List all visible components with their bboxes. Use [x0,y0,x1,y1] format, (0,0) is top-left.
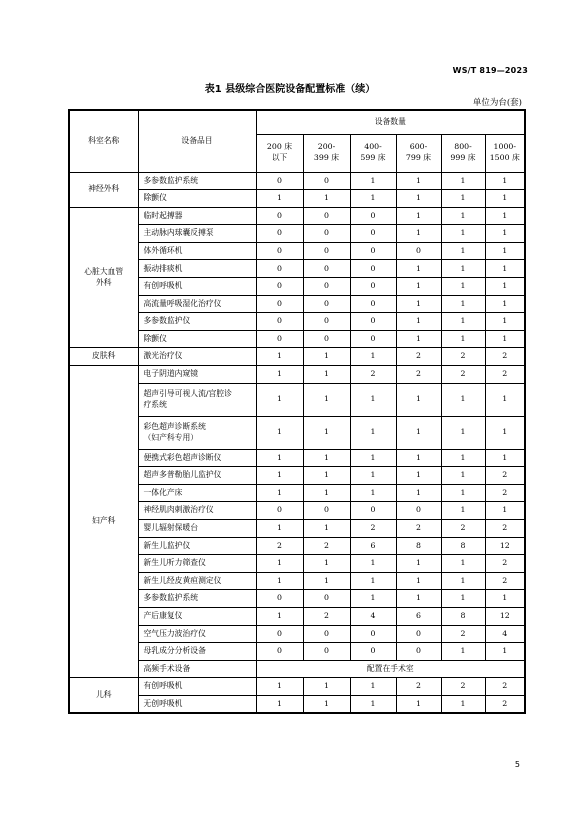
quantity-cell: 1 [303,520,350,538]
table-row [69,330,525,348]
quantity-cell: 1 [256,520,303,538]
equipment-item: 新生儿监护仪 [138,537,256,555]
equipment-item: 有创呼吸机 [138,278,256,296]
quantity-cell: 1 [256,467,303,485]
quantity-cell: 0 [303,207,350,225]
department-name: 皮肤科 [69,348,138,366]
quantity-cell: 0 [256,260,303,278]
department-name: 儿科 [69,678,138,713]
quantity-cell: 1 [441,313,485,331]
quantity-cell: 0 [350,260,396,278]
quantity-cell: 0 [256,225,303,243]
quantity-cell: 1 [396,225,441,243]
quantity-cell: 8 [441,607,485,625]
quantity-cell: 1 [485,313,525,331]
quantity-cell: 0 [350,330,396,348]
quantity-cell: 1 [303,695,350,713]
equipment-item: 神经肌肉刺激治疗仪 [138,502,256,520]
quantity-cell: 8 [441,537,485,555]
equipment-item: 产后康复仪 [138,607,256,625]
quantity-cell: 1 [256,449,303,467]
quantity-cell: 2 [396,348,441,366]
equipment-item: 母乳成分分析设备 [138,643,256,661]
quantity-cell: 2 [485,520,525,538]
table-row [69,383,525,416]
quantity-cell: 1 [441,416,485,449]
equipment-item: 新生儿听力筛查仪 [138,555,256,573]
quantity-cell: 4 [485,625,525,643]
quantity-cell: 1 [441,225,485,243]
quantity-cell: 1 [256,572,303,590]
quantity-cell: 1 [441,295,485,313]
quantity-cell: 1 [256,348,303,366]
quantity-cell: 6 [396,607,441,625]
department-name: 神经外科 [69,172,138,207]
table-row [69,467,525,485]
quantity-cell: 1 [396,695,441,713]
header-bed-col: 200 床 以下 [256,134,303,172]
quantity-cell: 0 [256,625,303,643]
quantity-cell: 0 [303,278,350,296]
quantity-cell: 1 [485,330,525,348]
quantity-cell: 1 [350,348,396,366]
quantity-cell: 0 [256,207,303,225]
quantity-cell: 0 [303,502,350,520]
table-row [69,313,525,331]
table-row [69,572,525,590]
quantity-cell: 1 [485,449,525,467]
quantity-cell: 1 [441,484,485,502]
quantity-cell: 1 [485,383,525,416]
quantity-cell: 1 [256,484,303,502]
quantity-cell: 1 [441,572,485,590]
quantity-cell: 1 [303,572,350,590]
quantity-cell: 1 [396,555,441,573]
quantity-cell: 8 [396,537,441,555]
quantity-cell: 1 [396,467,441,485]
quantity-cell: 0 [350,313,396,331]
table-row [69,366,525,384]
quantity-cell: 1 [441,242,485,260]
table-row [69,225,525,243]
quantity-cell: 2 [256,537,303,555]
quantity-cell: 2 [485,484,525,502]
quantity-cell: 2 [485,678,525,696]
quantity-cell: 0 [303,225,350,243]
quantity-cell: 1 [485,643,525,661]
quantity-cell: 1 [350,383,396,416]
quantity-cell: 1 [441,207,485,225]
equipment-item: 临时起搏器 [138,207,256,225]
quantity-cell: 1 [256,607,303,625]
quantity-cell: 1 [256,416,303,449]
quantity-cell: 0 [256,502,303,520]
quantity-cell: 0 [350,502,396,520]
quantity-cell: 1 [441,467,485,485]
header-dept: 科室名称 [69,110,138,172]
quantity-cell: 1 [350,190,396,208]
quantity-cell: 1 [350,590,396,608]
quantity-cell: 1 [350,484,396,502]
table-row [69,242,525,260]
equipment-item: 高频手术设备 [138,660,256,678]
quantity-cell: 1 [350,467,396,485]
quantity-cell: 1 [256,366,303,384]
quantity-cell: 1 [485,172,525,190]
quantity-cell: 1 [303,416,350,449]
table-row [69,625,525,643]
quantity-cell: 1 [485,190,525,208]
quantity-cell: 1 [350,695,396,713]
quantity-cell: 0 [256,295,303,313]
quantity-cell: 1 [303,449,350,467]
header-bed-col: 400- 599 床 [350,134,396,172]
table-row [69,555,525,573]
quantity-cell: 0 [256,643,303,661]
quantity-cell: 2 [441,366,485,384]
table-row [69,449,525,467]
quantity-cell: 1 [256,678,303,696]
quantity-cell: 1 [441,449,485,467]
quantity-cell: 0 [350,625,396,643]
quantity-cell: 1 [441,172,485,190]
table-row [69,695,525,713]
quantity-cell: 1 [485,278,525,296]
quantity-cell: 1 [441,190,485,208]
quantity-cell: 0 [303,625,350,643]
quantity-cell: 1 [256,190,303,208]
header-bed-col: 800- 999 床 [441,134,485,172]
quantity-cell: 1 [396,172,441,190]
quantity-cell: 1 [485,502,525,520]
quantity-cell: 0 [350,242,396,260]
table-row [69,278,525,296]
quantity-cell: 1 [303,678,350,696]
quantity-cell: 0 [256,313,303,331]
table-row [69,643,525,661]
quantity-cell: 1 [350,416,396,449]
table-row [69,416,525,449]
header-item: 设备品目 [138,110,256,172]
quantity-cell: 1 [441,502,485,520]
quantity-cell: 0 [303,242,350,260]
quantity-cell: 1 [485,416,525,449]
equipment-item: 高流量呼吸湿化治疗仪 [138,295,256,313]
quantity-cell: 0 [350,225,396,243]
equipment-item: 激光治疗仪 [138,348,256,366]
table-row [69,484,525,502]
quantity-cell: 0 [256,242,303,260]
quantity-cell: 2 [485,366,525,384]
quantity-cell: 1 [396,278,441,296]
quantity-cell: 1 [256,383,303,416]
quantity-cell: 1 [350,449,396,467]
quantity-cell: 0 [350,278,396,296]
quantity-cell: 1 [441,260,485,278]
equipment-item: 有创呼吸机 [138,678,256,696]
equipment-item: 体外循环机 [138,242,256,260]
quantity-cell: 1 [303,484,350,502]
quantity-cell: 2 [441,520,485,538]
quantity-cell: 1 [396,330,441,348]
quantity-cell: 1 [396,260,441,278]
table-row [69,660,525,678]
quantity-cell: 2 [350,366,396,384]
quantity-cell: 0 [303,295,350,313]
department-name: 心脏大血管 外科 [69,207,138,348]
quantity-cell: 1 [303,383,350,416]
equipment-item: 无创呼吸机 [138,695,256,713]
document-code: WS/T 819—2023 [452,66,528,75]
table-row [69,590,525,608]
quantity-cell: 12 [485,537,525,555]
quantity-cell: 0 [350,207,396,225]
quantity-cell: 1 [303,555,350,573]
equipment-item: 彩色超声诊断系统 （妇产科专用） [138,416,256,449]
equipment-item: 新生儿经皮黄疸测定仪 [138,572,256,590]
quantity-cell: 1 [485,207,525,225]
quantity-cell: 0 [256,278,303,296]
table-row [69,520,525,538]
quantity-cell: 1 [441,695,485,713]
equipment-item: 空气压力波治疗仪 [138,625,256,643]
equipment-item: 多参数监护仪 [138,313,256,331]
quantity-cell: 4 [350,607,396,625]
table-row [69,190,525,208]
quantity-cell: 1 [396,295,441,313]
quantity-cell: 2 [396,678,441,696]
quantity-cell: 1 [396,449,441,467]
equipment-item: 婴儿辐射保暖台 [138,520,256,538]
quantity-cell: 1 [396,313,441,331]
quantity-cell: 2 [485,467,525,485]
table-row [69,207,525,225]
quantity-cell: 1 [350,172,396,190]
quantity-cell: 0 [303,172,350,190]
table-row [69,295,525,313]
quantity-cell: 1 [396,207,441,225]
quantity-cell: 2 [303,537,350,555]
quantity-cell: 0 [303,590,350,608]
quantity-cell: 1 [441,383,485,416]
quantity-cell: 1 [303,366,350,384]
quantity-cell: 1 [485,295,525,313]
quantity-cell: 1 [396,590,441,608]
unit-note: 单位为台(套) [472,98,522,108]
quantity-cell: 1 [303,348,350,366]
table-row [69,678,525,696]
quantity-cell: 0 [303,313,350,331]
equipment-item: 多参数监护系统 [138,590,256,608]
quantity-cell: 1 [441,555,485,573]
quantity-cell: 2 [485,695,525,713]
quantity-cell: 1 [303,190,350,208]
quantity-cell: 0 [303,260,350,278]
header-bed-col: 1000- 1500 床 [485,134,525,172]
equipment-item: 便携式彩色超声诊断仪 [138,449,256,467]
quantity-cell: 2 [485,572,525,590]
quantity-cell: 1 [485,242,525,260]
page-number: 5 [514,760,520,769]
quantity-cell: 2 [350,520,396,538]
quantity-cell: 1 [396,190,441,208]
equipment-item: 超声多普勒胎儿监护仪 [138,467,256,485]
table-row [69,348,525,366]
quantity-cell: 1 [441,590,485,608]
equipment-item: 电子阴道内窥镜 [138,366,256,384]
quantity-cell: 0 [303,330,350,348]
quantity-cell: 0 [256,172,303,190]
equipment-item: 主动脉内球囊反搏泵 [138,225,256,243]
quantity-cell: 2 [396,520,441,538]
quantity-cell: 1 [396,484,441,502]
equipment-item: 一体化产床 [138,484,256,502]
quantity-cell: 0 [303,643,350,661]
quantity-cell: 2 [396,366,441,384]
table-row [69,607,525,625]
quantity-cell: 0 [350,295,396,313]
quantity-cell: 0 [256,330,303,348]
merged-note-cell: 配置在手术室 [256,660,525,678]
quantity-cell: 1 [441,278,485,296]
quantity-cell: 0 [396,242,441,260]
quantity-cell: 1 [350,555,396,573]
quantity-cell: 1 [256,555,303,573]
equipment-item: 除颤仪 [138,330,256,348]
table-title: 表1 县级综合医院设备配置标准（续） [204,84,376,95]
quantity-cell: 12 [485,607,525,625]
quantity-cell: 2 [485,555,525,573]
table-row [69,502,525,520]
quantity-cell: 2 [441,348,485,366]
quantity-cell: 1 [256,695,303,713]
quantity-cell: 0 [256,590,303,608]
table-row [69,260,525,278]
quantity-cell: 1 [396,572,441,590]
quantity-cell: 2 [441,625,485,643]
quantity-cell: 2 [441,678,485,696]
table-row [69,172,525,190]
quantity-cell: 1 [396,416,441,449]
quantity-cell: 0 [396,625,441,643]
quantity-cell: 0 [396,502,441,520]
quantity-cell: 0 [350,643,396,661]
quantity-cell: 2 [303,607,350,625]
quantity-cell: 1 [396,383,441,416]
equipment-table [68,109,526,714]
quantity-cell: 0 [396,643,441,661]
equipment-item: 振动排痰机 [138,260,256,278]
table-row [69,537,525,555]
quantity-cell: 1 [485,260,525,278]
quantity-cell: 1 [303,467,350,485]
quantity-cell: 2 [485,348,525,366]
quantity-cell: 1 [485,590,525,608]
quantity-cell: 1 [485,225,525,243]
quantity-cell: 1 [350,572,396,590]
equipment-item: 多参数监护系统 [138,172,256,190]
header-bed-col: 600- 799 床 [396,134,441,172]
department-name: 妇产科 [69,366,138,678]
quantity-cell: 1 [441,330,485,348]
header-quantity: 设备数量 [256,110,525,134]
quantity-cell: 1 [441,643,485,661]
header-bed-col: 200- 399 床 [303,134,350,172]
quantity-cell: 1 [350,678,396,696]
equipment-item: 除颤仪 [138,190,256,208]
quantity-cell: 6 [350,537,396,555]
equipment-item: 超声引导可视人流/宫腔诊 疗系统 [138,383,256,416]
